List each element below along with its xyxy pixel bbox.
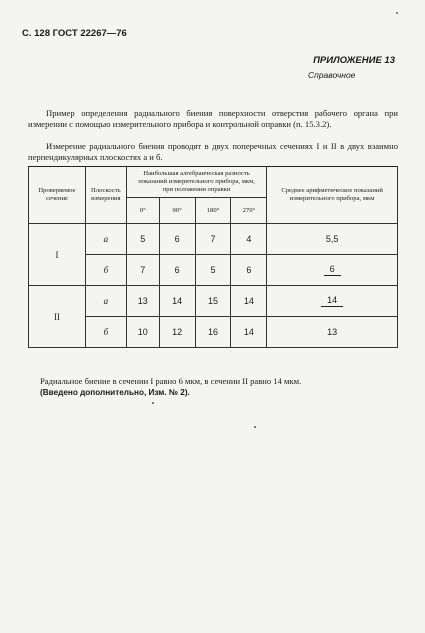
scan-speck [254,426,256,428]
header-max-diff: Наибольшая алгебраическая разность показаний измерительного прибора, мкм, при положении оправки [126,167,266,198]
value-cell: 13 [126,286,159,317]
avg-cell: 13 [267,317,398,348]
avg-cell [267,255,398,286]
appendix-subtitle: Справочное [308,70,356,80]
value-cell: 14 [231,286,267,317]
plane-label: а [85,286,126,317]
table-row [29,286,398,317]
runout-table [28,166,398,348]
value-cell: 6 [159,224,195,255]
appendix-title: ПРИЛОЖЕНИЕ 13 [313,55,395,66]
plane-cell [85,224,126,255]
value-cell: 4 [231,224,267,255]
value-cell: 7 [195,224,231,255]
value-cell: 10 [126,317,159,348]
plane-label: б [85,317,126,348]
avg-cell: 5,5 [267,224,398,255]
header-avg: Среднее арифметическое показаний измерительного прибора, мкм [267,167,398,224]
value-cell: 14 [159,286,195,317]
header-section: Проверяемое сечение [29,167,86,224]
table-row [29,224,398,255]
value-cell: 5 [195,255,231,286]
value-cell: 12 [159,317,195,348]
plane-label: а [103,234,109,244]
table-header-row [29,167,398,198]
value-cell: 6 [159,255,195,286]
scan-speck [396,12,398,14]
header-angle: 90° [159,198,195,224]
plane-label: б [85,255,126,286]
value-cell: 16 [195,317,231,348]
avg-underlined-value: 14 [321,295,343,307]
avg-underlined-value: 6 [324,264,341,276]
conclusion-text: Радиальное биение в сечении I равно 6 мкм, в сечении II равно 14 мкм. [40,376,302,386]
value-cell: 15 [195,286,231,317]
value-cell: 6 [231,255,267,286]
scan-speck [152,402,154,404]
header-plane: Плоскость измерения [85,167,126,224]
page-header: С. 128 ГОСТ 22267—76 [22,28,127,39]
header-angle: 180° [195,198,231,224]
value-cell: 7 [126,255,159,286]
section-label: I [29,224,86,286]
value-cell: 14 [231,317,267,348]
method-paragraph: Измерение радиального биения проводят в двух поперечных сечениях I и II в двух взаимно перпендикулярных плоскостях а и б. [28,141,398,162]
avg-cell [267,286,398,317]
amendment-note: (Введено дополнительно, Изм. № 2). [40,388,190,397]
header-angle: 0° [126,198,159,224]
value-cell: 5 [126,224,159,255]
section-label: II [29,286,86,348]
header-angle: 270° [231,198,267,224]
intro-paragraph: Пример определения радиального биения поверхности отверстия рабочего органа при измерении с помощью измерительного прибора и контрольной оправки (п. 15.3.2). [28,108,398,129]
